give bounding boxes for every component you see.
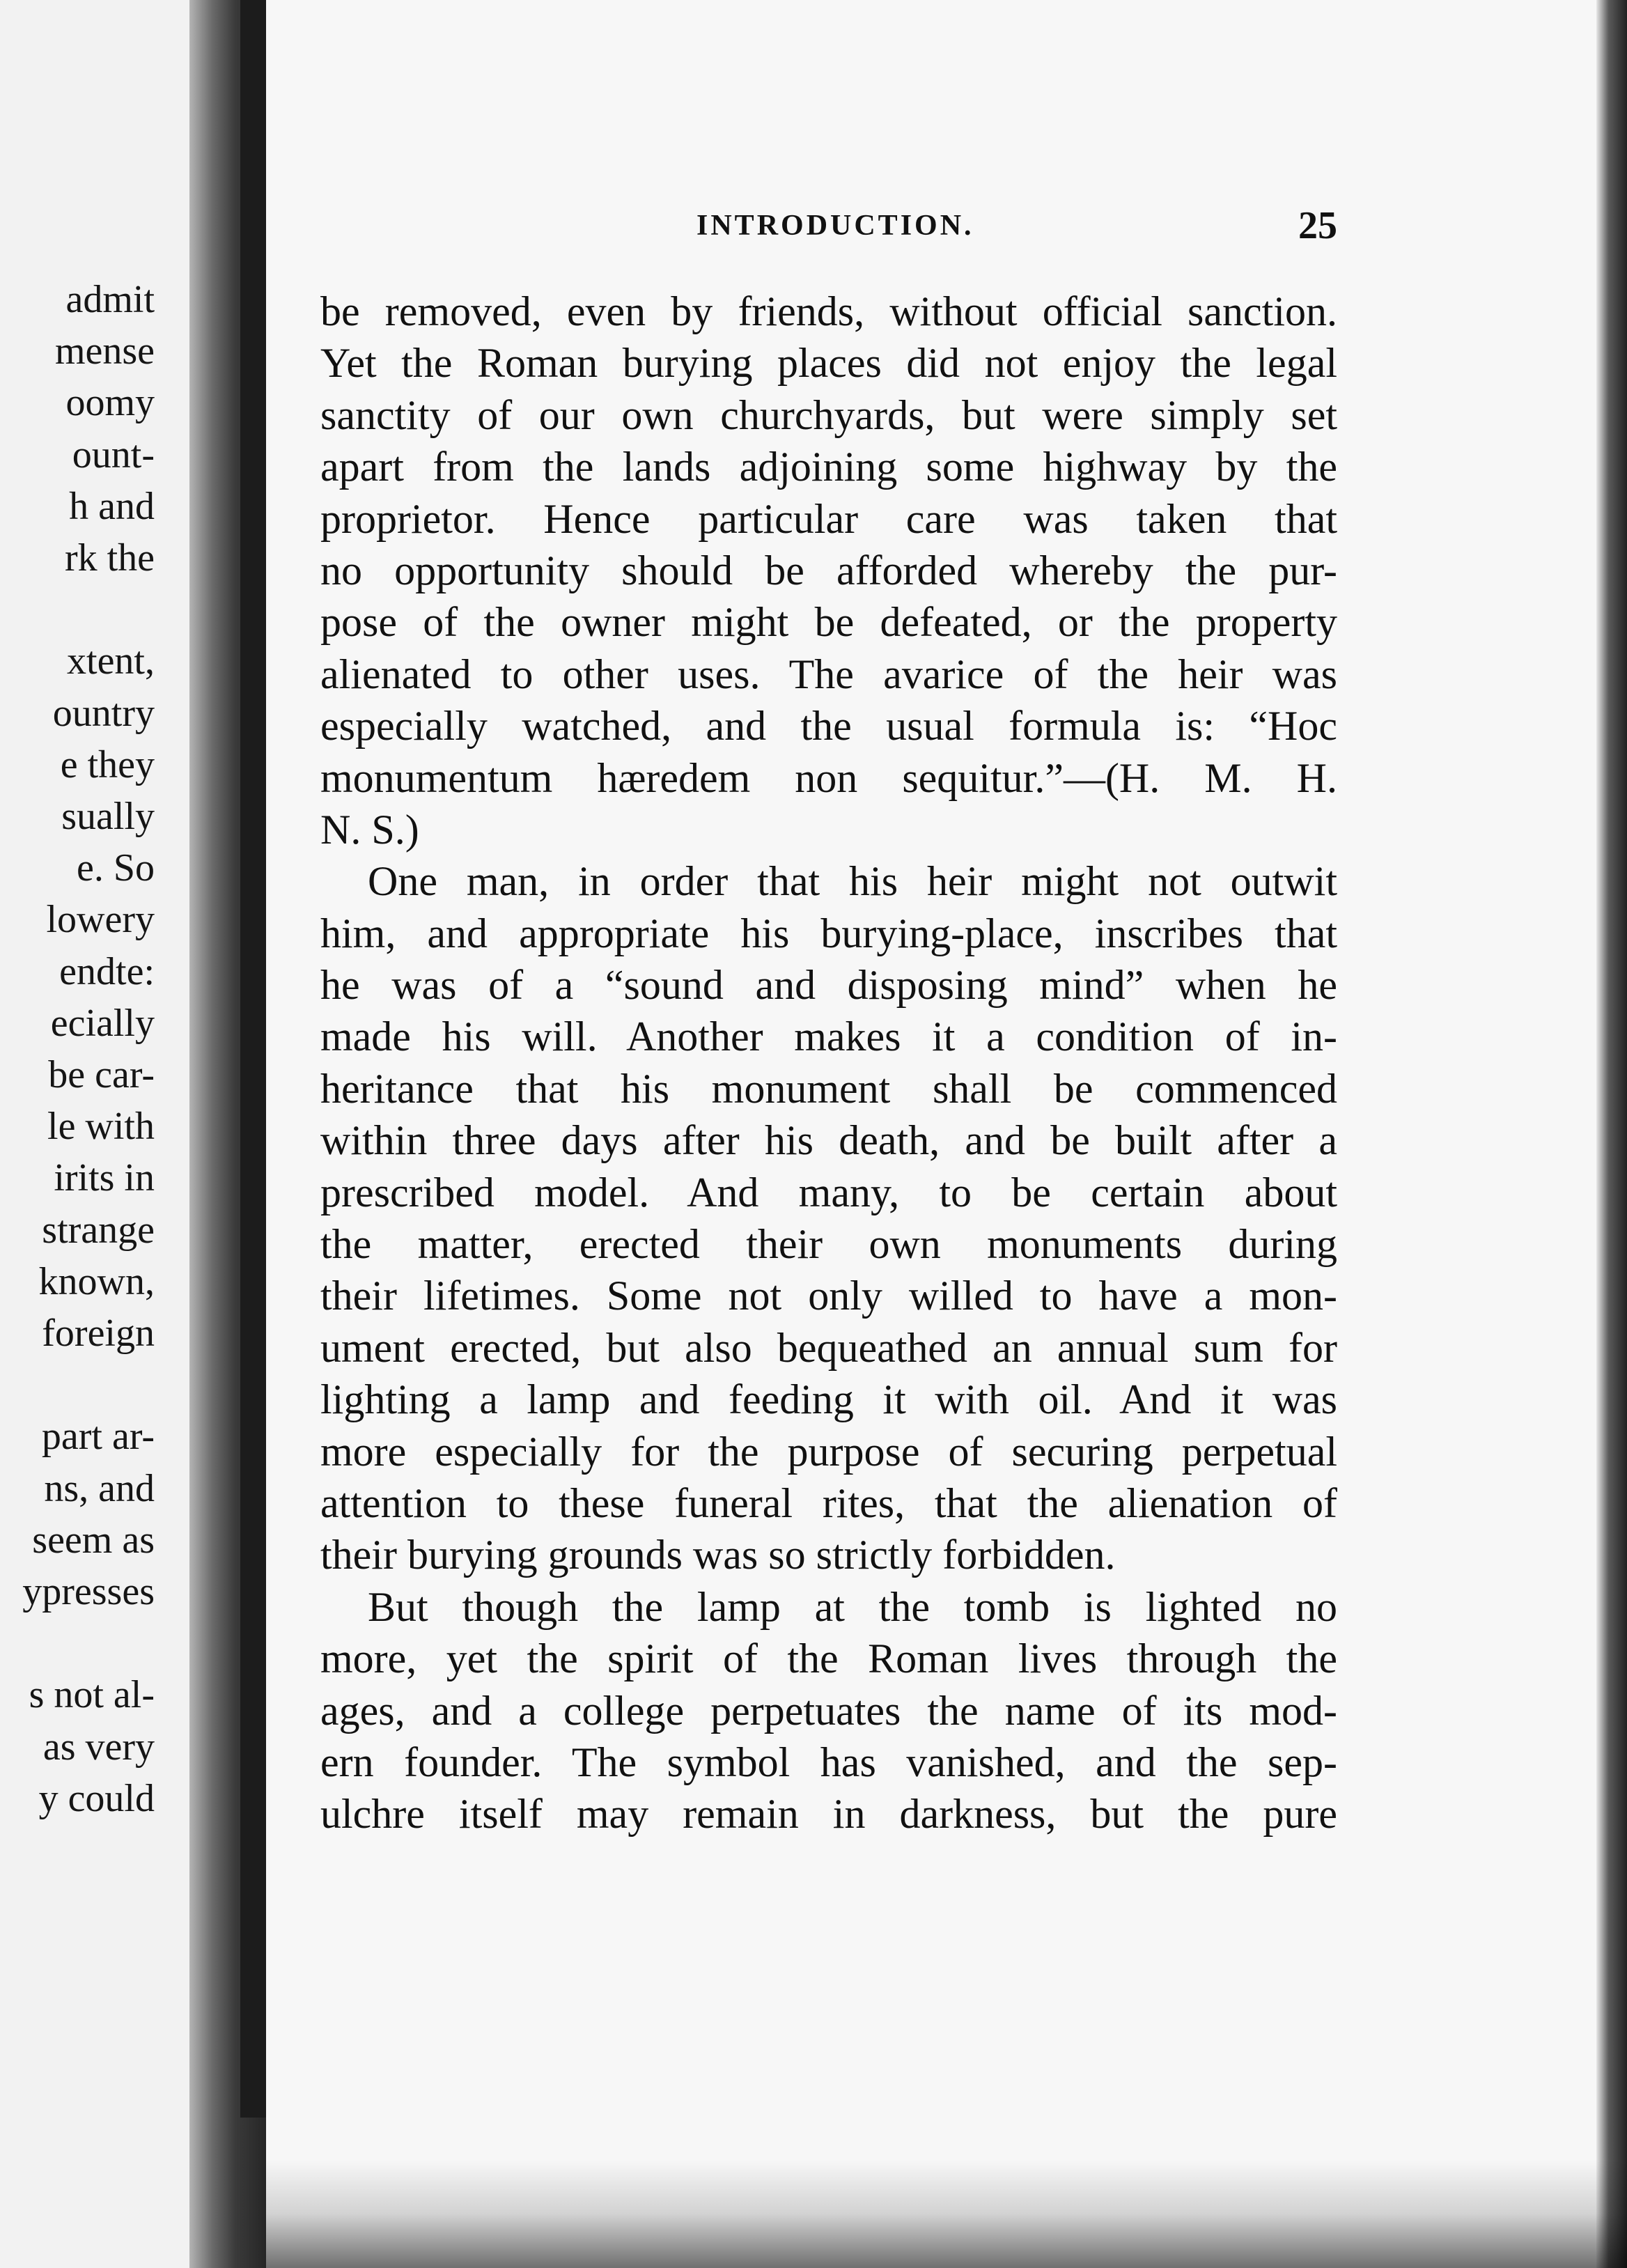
previous-page-line: y could xyxy=(38,1776,155,1820)
text-line: their lifetimes. Some not only willed to have a mon- xyxy=(320,1273,1337,1319)
page-body-text xyxy=(320,286,1337,1840)
previous-page-line: oomy xyxy=(65,381,155,425)
previous-page-line: mense xyxy=(54,329,155,373)
text-line: more, yet the spirit of the Roman lives through the xyxy=(320,1636,1337,1682)
text-line: N. S.) xyxy=(320,806,419,853)
page-edge xyxy=(1596,0,1627,2268)
previous-page-line: endte: xyxy=(59,949,155,993)
previous-page-line: strange xyxy=(42,1208,155,1252)
text-line: ages, and a college perpetuates the name of its mod- xyxy=(320,1687,1337,1734)
page-header xyxy=(320,204,1337,258)
previous-page-line: lowery xyxy=(46,898,155,942)
text-line: ument erected, but also bequeathed an annual sum for xyxy=(320,1324,1337,1371)
previous-page-line: part ar- xyxy=(41,1415,155,1459)
text-line: him, and appropriate his burying-place, inscribes that xyxy=(320,910,1337,956)
text-line: apart from the lands adjoining some highway by the xyxy=(320,444,1337,490)
text-line: Yet the Roman burying places did not enjoy the legal xyxy=(320,340,1337,387)
previous-page-line: ypresses xyxy=(22,1570,155,1613)
text-line: sanctity of our own churchyards, but were simply set xyxy=(320,391,1337,438)
text-line: ern founder. The symbol has vanished, and the sep- xyxy=(320,1739,1337,1785)
previous-page-line: rk the xyxy=(64,536,155,580)
text-line: One man, in order that his heir might not outwit xyxy=(368,858,1337,905)
bottom-shadow xyxy=(266,2159,1627,2268)
previous-page-line: h and xyxy=(69,484,155,528)
text-line: made his will. Another makes it a condition of in- xyxy=(320,1013,1337,1060)
text-line: no opportunity should be afforded whereby the pur- xyxy=(320,547,1337,593)
previous-page-line: seem as xyxy=(32,1518,155,1562)
text-line: ulchre itself may remain in darkness, but the pure xyxy=(320,1791,1337,1838)
previous-page-line: ecially xyxy=(50,1001,155,1045)
text-line: he was of a “sound and disposing mind” when he xyxy=(320,962,1337,1009)
text-line: the matter, erected their own monuments during xyxy=(320,1221,1337,1268)
text-line: prescribed model. And many, to be certain about xyxy=(320,1169,1337,1215)
previous-page-line: ount- xyxy=(72,433,155,476)
previous-page-line: le with xyxy=(47,1105,155,1149)
text-line: especially watched, and the usual formula is: “Hoc xyxy=(320,703,1337,749)
text-line: But though the lamp at the tomb is lighted no xyxy=(368,1583,1337,1630)
text-line: within three days after his death, and be built after a xyxy=(320,1117,1337,1164)
previous-page-line: be car- xyxy=(48,1053,155,1096)
previous-page-line: irits in xyxy=(54,1156,155,1200)
text-line: heritance that his monument shall be commenced xyxy=(320,1065,1337,1112)
previous-page-line: xtent, xyxy=(67,639,155,683)
text-line: their burying grounds was so strictly forbidden. xyxy=(320,1532,1116,1578)
previous-page-line: foreign xyxy=(42,1312,155,1355)
previous-page-line: as very xyxy=(42,1725,155,1769)
text-line: alienated to other uses. The avarice of the heir was xyxy=(320,651,1337,697)
previous-page-line: sually xyxy=(61,795,155,838)
text-line: pose of the owner might be defeated, or the property xyxy=(320,599,1337,646)
running-head: INTRODUCTION. xyxy=(696,210,974,242)
previous-page-line: s not al- xyxy=(29,1673,155,1717)
text-line: be removed, even by friends, without official sanction. xyxy=(320,288,1337,334)
text-line: lighting a lamp and feeding it with oil. And it was xyxy=(320,1376,1337,1423)
text-line: more especially for the purpose of securing perpetual xyxy=(320,1428,1337,1475)
page-number: 25 xyxy=(1298,204,1337,247)
text-line: monumentum hæredem non sequitur.”—(H. M. H. xyxy=(320,754,1337,801)
previous-page-line: admit xyxy=(65,278,155,321)
previous-page-line: known, xyxy=(38,1259,155,1303)
text-line: attention to these funeral rites, that the alienation of xyxy=(320,1479,1337,1526)
previous-page-text xyxy=(0,0,189,2268)
text-line: proprietor. Hence particular care was taken that xyxy=(320,495,1337,542)
previous-page-line: e they xyxy=(60,743,155,786)
previous-page-line: ountry xyxy=(52,691,155,735)
previous-page-line: e. So xyxy=(77,846,155,890)
previous-page-line: ns, and xyxy=(44,1466,155,1510)
previous-page-fragment xyxy=(0,0,189,2268)
